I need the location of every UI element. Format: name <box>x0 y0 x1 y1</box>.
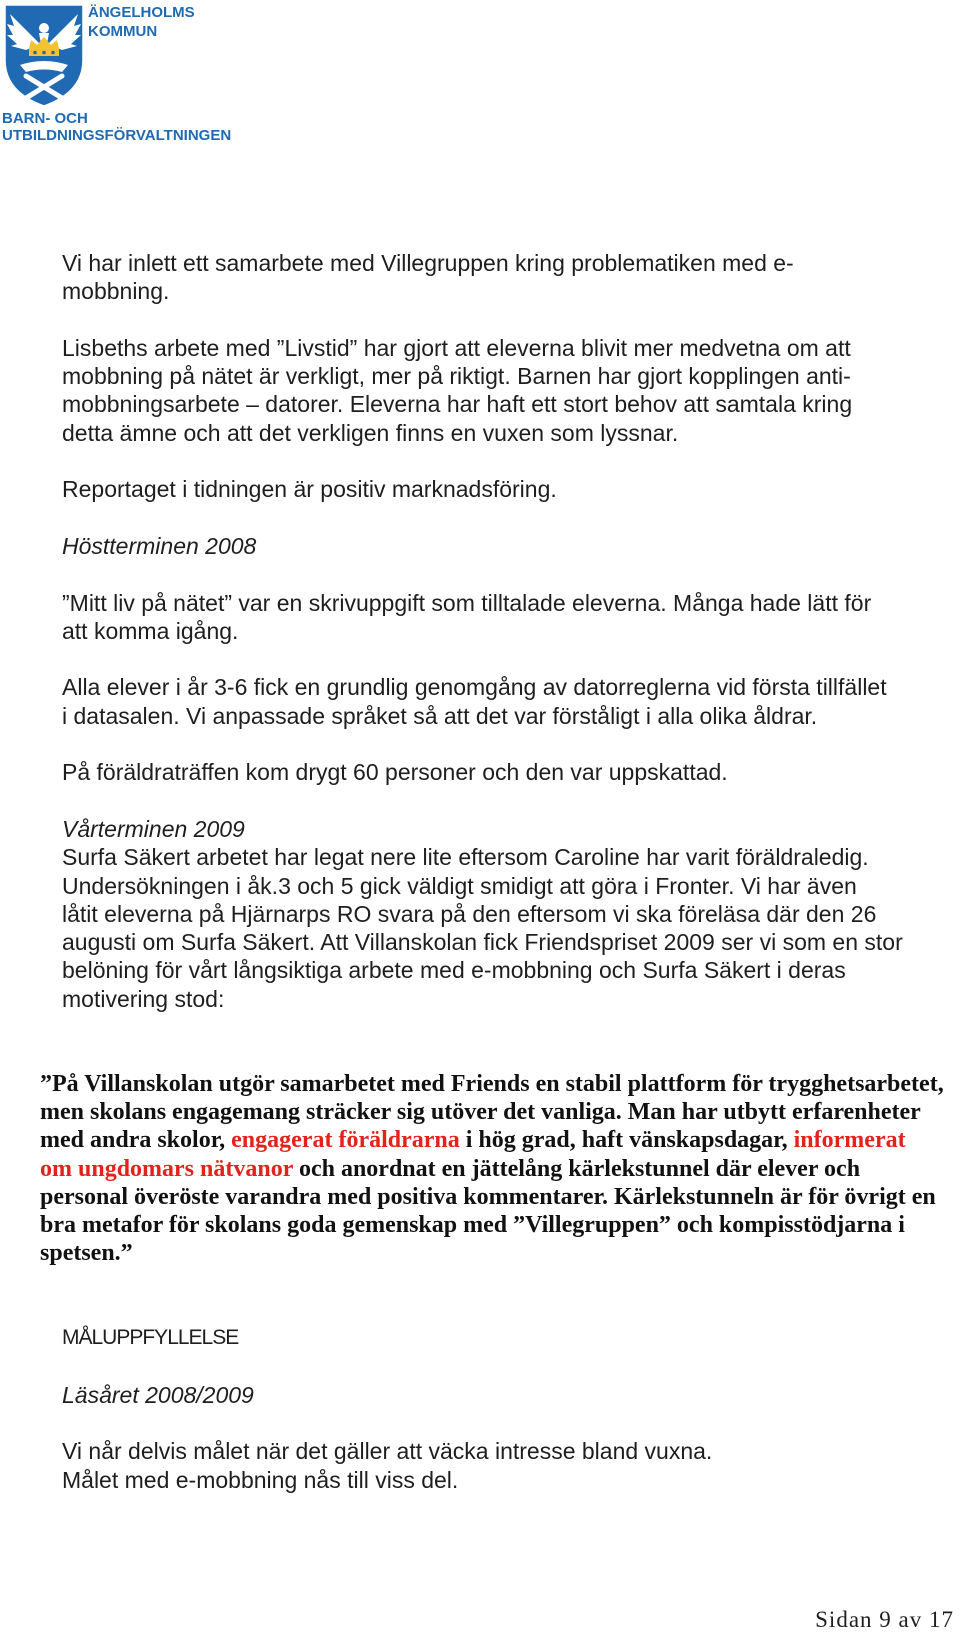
term-heading: Höstterminen 2008 <box>62 532 257 559</box>
quote-segment: med andra skolor, <box>40 1127 232 1154</box>
org-name-line1: ÄNGELHOLMS <box>88 4 195 21</box>
paragraph-foraldratraff <box>62 758 952 786</box>
text-line: augusti om Surfa Säkert. Att Villanskolan fick Friendspriset 2009 ser vi som en stor <box>62 929 903 956</box>
text-line: mobbning på nätet är verkligt, mer på riktigt. Barnen har gjort kopplingen anti- <box>62 363 851 390</box>
text-line: Vi har inlett ett samarbete med Villegruppen kring problematiken med e- <box>62 250 794 276</box>
quote-segment: i hög grad, haft vänskapsdagar, <box>459 1127 794 1154</box>
text-line: mobbningsarbete – datorer. Eleverna har haft ett stort behov att samtala kring <box>62 391 853 418</box>
department-line1: BARN- OCH <box>2 110 88 127</box>
coat-of-arms-icon <box>2 2 86 108</box>
text-line: detta ämne och att det verkligen finns en vuxen som lyssnar. <box>62 419 679 446</box>
prize-motivation-quote <box>4 1041 952 1267</box>
quote-segment: men skolans engagemang sträcker sig utöver det vanliga. Man har utbytt erfarenheter <box>40 1098 921 1125</box>
text-line: att komma igång. <box>62 617 239 644</box>
paragraph-goals <box>62 1437 952 1494</box>
text-line: Surfa Säkert arbetet har legat nere lite eftersom Caroline har varit föräldraledig. <box>62 844 869 871</box>
text-line: Målet med e-mobbning nås till viss del. <box>62 1466 459 1493</box>
text-line: belöning för vårt långsiktiga arbete med e-mobbning och Surfa Säkert i deras <box>62 957 846 984</box>
text-line: mobbning. <box>62 278 170 305</box>
text-line: låtit eleverna på Hjärnarps RO svara på den eftersom vi ska föreläsa där den 26 <box>62 900 877 927</box>
quote-segment: spetsen.” <box>40 1240 133 1267</box>
page-number: Sidan 9 av 17 <box>815 1607 954 1632</box>
text-line: Reportaget i tidningen är positiv marknadsföring. <box>62 476 557 503</box>
document-body <box>40 249 952 1494</box>
quote-line <box>4 1041 952 1097</box>
paragraph-datorregler <box>62 673 952 730</box>
text-line: ”Mitt liv på nätet” var en skrivuppgift som tilltalade eleverna. Många hade lätt för <box>62 589 872 616</box>
paragraph-villegruppen <box>62 249 952 306</box>
org-name-line2: KOMMUN <box>88 23 158 40</box>
quote-segment: bra metafor för skolans goda gemenskap med ”Villegruppen” och kompisstödjarna i <box>40 1212 905 1239</box>
quote-segment: och anordnat en jättelång kärlekstunnel där elever och <box>292 1155 861 1182</box>
quote-highlight: informerat <box>793 1127 906 1154</box>
period-heading: Läsåret 2008/2009 <box>62 1381 254 1408</box>
paragraph-livstid <box>62 334 952 447</box>
text-line: motivering stod: <box>62 985 225 1012</box>
quote-segment: personal överöste varandra med positiva kommentarer. Kärlekstunneln är för övrigt en <box>40 1183 936 1210</box>
quote-highlight: om ungdomars nätvanor <box>40 1155 293 1182</box>
department-line2: UTBILDNINGSFÖRVALTNINGEN <box>2 127 232 144</box>
text-line: Vi når delvis målet när det gäller att väcka intresse bland vuxna. <box>62 1438 713 1465</box>
paragraph-mitt-liv <box>62 589 952 646</box>
paragraph-reportage <box>62 475 952 503</box>
goals-period <box>62 1381 952 1409</box>
quote-highlight: engagerat föräldrarna <box>231 1127 460 1154</box>
text-line: Alla elever i år 3-6 fick en grundlig genomgång av datorreglerna vid första tillfället <box>62 674 887 701</box>
text-line: På föräldraträffen kom drygt 60 personer och den var uppskattad. <box>62 759 728 786</box>
section-heading-spring <box>62 815 952 843</box>
section-heading-autumn <box>62 532 952 560</box>
section-heading-goals: MÅLUPPFYLLELSE <box>62 1326 239 1350</box>
term-heading: Vårterminen 2009 <box>62 815 245 842</box>
quote-segment: ”På Villanskolan utgör samarbetet med Friends en stabil plattform för trygghetsarbetet, <box>40 1070 944 1097</box>
paragraph-surfa-sakert <box>62 843 952 1013</box>
text-line: Undersökningen i åk.3 och 5 gick väldigt smidigt att göra i Fronter. Vi har även <box>62 872 857 899</box>
text-line: Lisbeths arbete med ”Livstid” har gjort att eleverna blivit mer medvetna om att <box>62 334 851 361</box>
text-line: i datasalen. Vi anpassade språket så att det var förståligt i alla olika åldrar. <box>62 702 818 729</box>
